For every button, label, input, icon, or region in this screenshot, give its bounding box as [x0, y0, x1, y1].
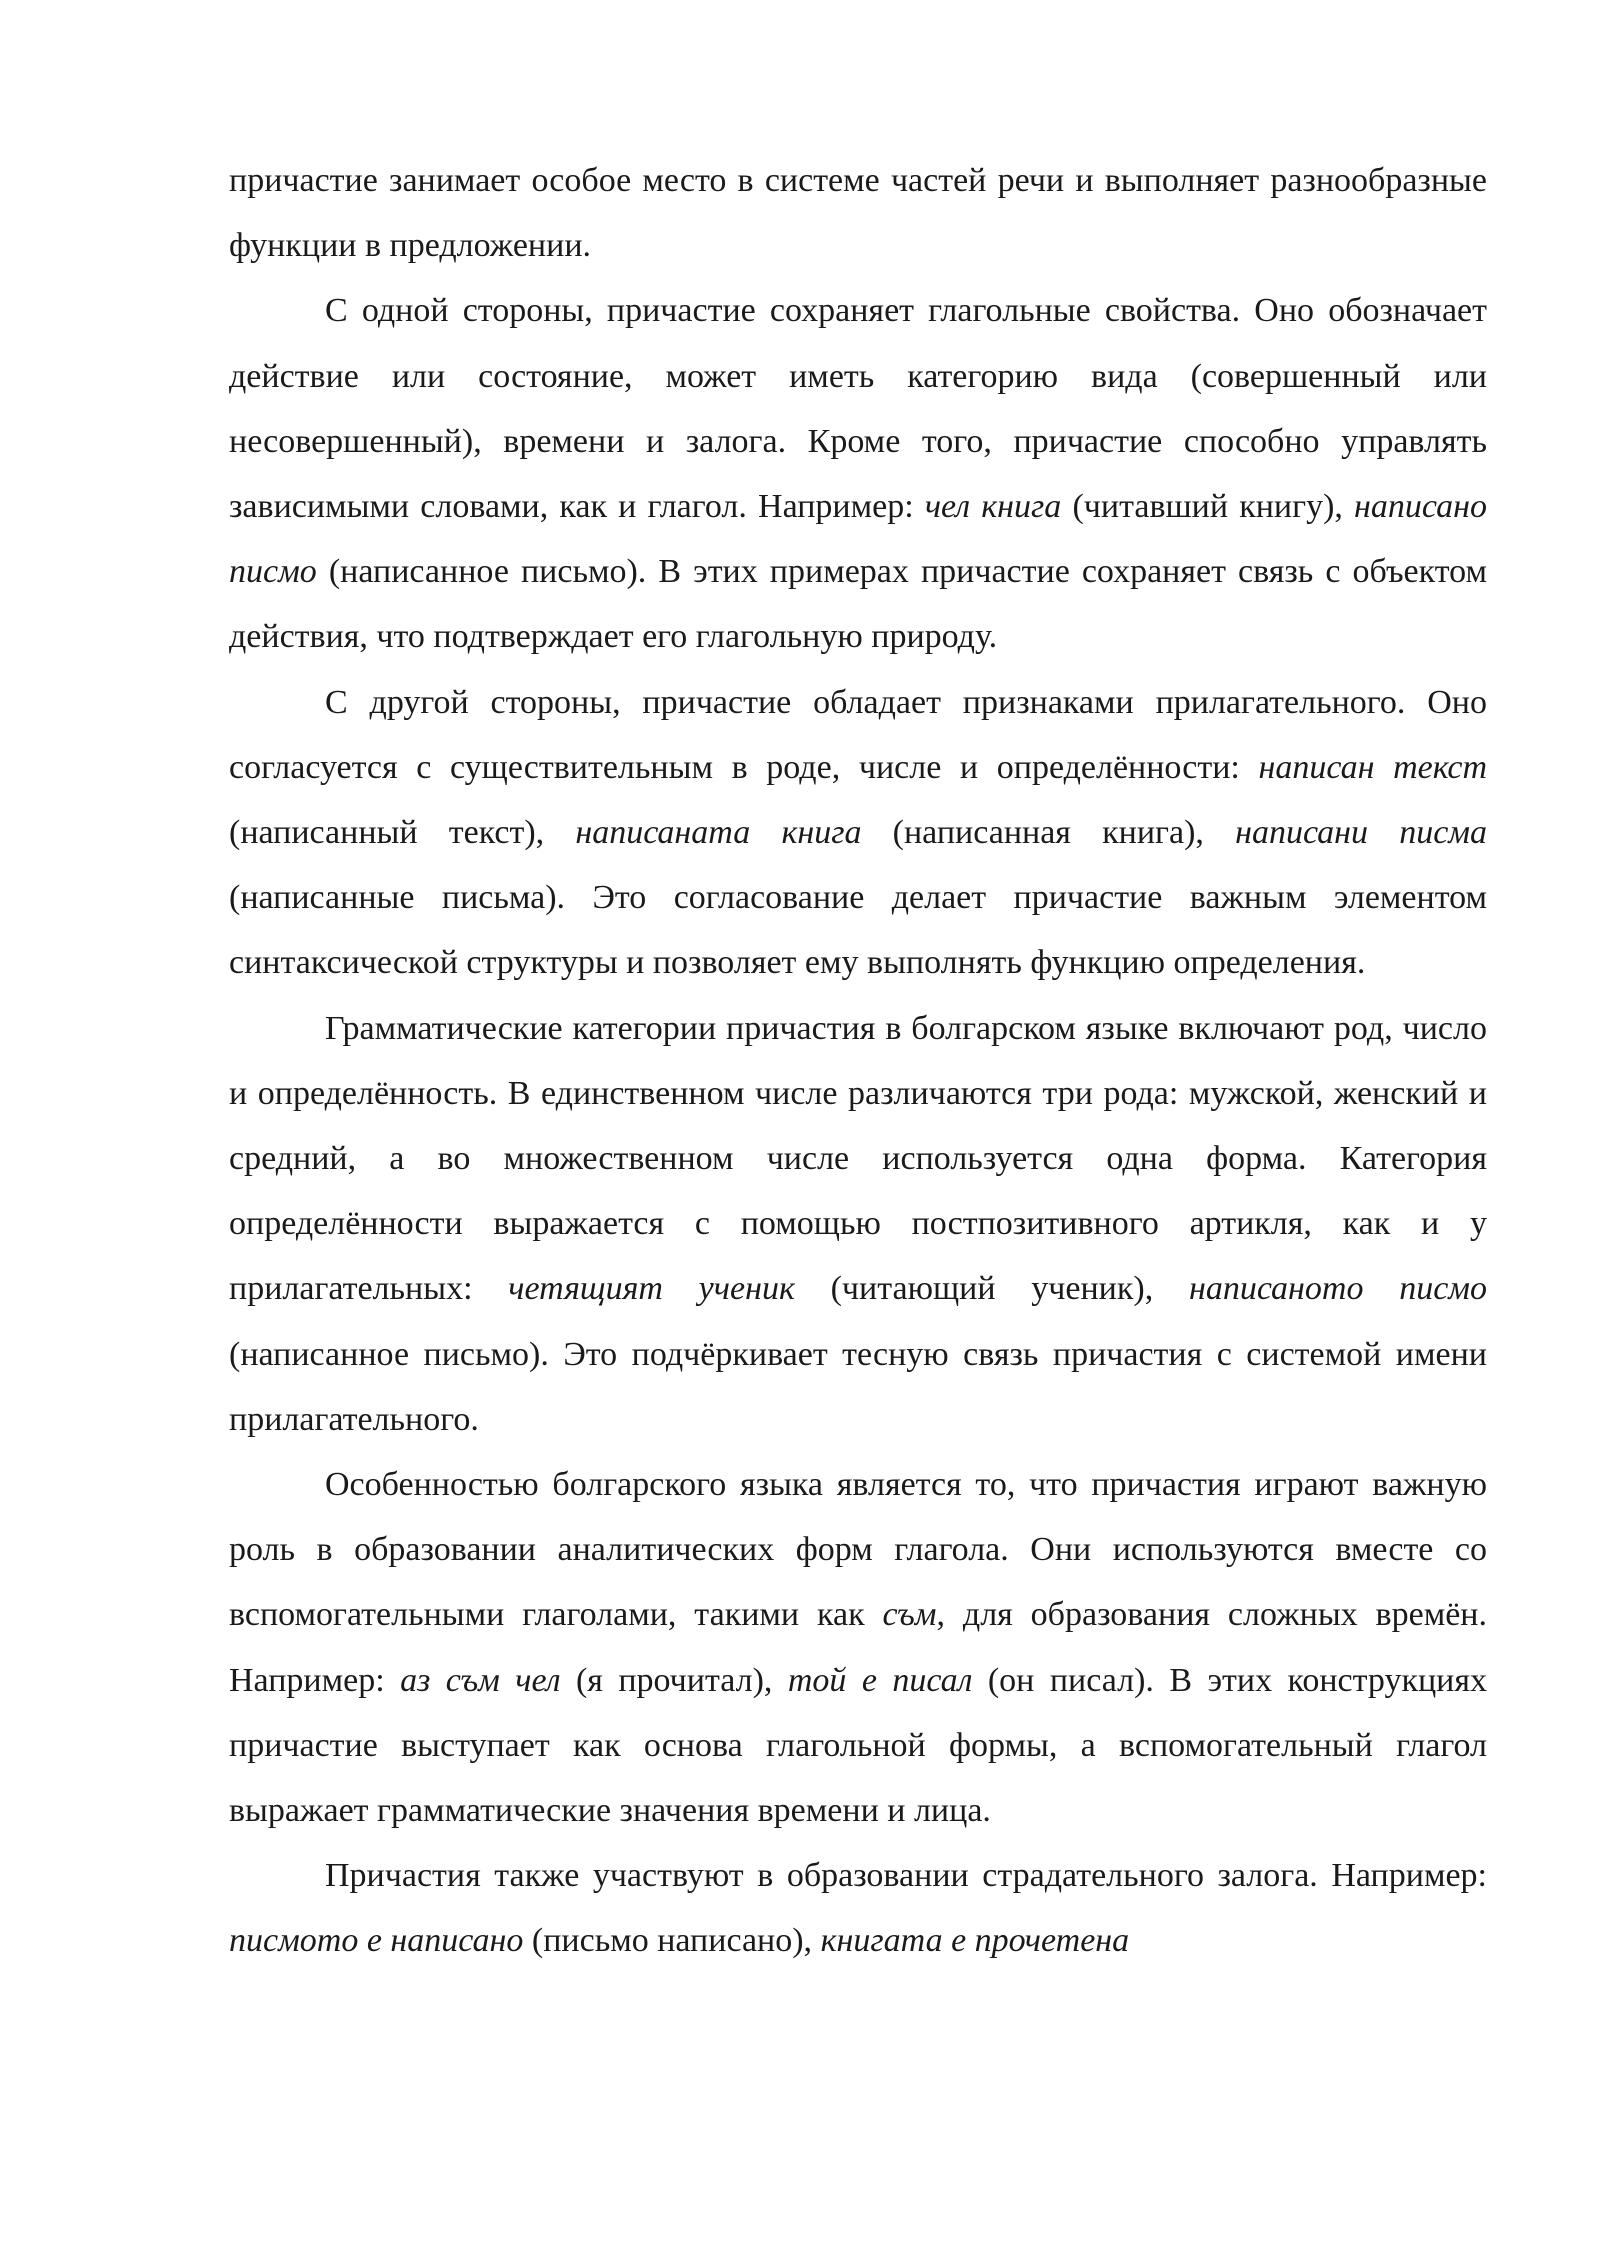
paragraph-text: (письмо написано), [523, 1922, 821, 1960]
paragraph [229, 148, 1487, 278]
paragraph-text: (написанный текст), [229, 814, 576, 852]
paragraph-text: (написанное письмо). В этих примерах причастие сохраняет связь с объектом действия, что подтверждает его глагольную природу. [229, 553, 1487, 656]
italic-example: съм [882, 1596, 937, 1634]
paragraph [229, 1843, 1487, 1973]
paragraph-text: (читавший книгу), [1061, 488, 1355, 526]
italic-example: написани писма [1235, 814, 1487, 852]
paragraph-text: (он писал). В этих конструкциях причастие выступает как основа глагольной формы, а вспомогательный глагол выражает грамматические значения времени и лица. [229, 1661, 1487, 1830]
paragraph-text: Особенностью болгарского языка является то, что причастия играют важную роль в образовании аналитических форм глагола. Они используются вместе со вспомогательными глаголами, такими как [229, 1466, 1487, 1634]
paragraph-text: , для образования сложных времён. Например: [229, 1596, 1487, 1699]
paragraph [229, 1452, 1487, 1843]
italic-example: написано писмо [229, 488, 1487, 591]
paragraph [229, 278, 1487, 669]
paragraph-text: Грамматические категории причастия в болгарском языке включают род, число и определённость. В единственном числе различаются три рода: мужской, женский и средний, а во множественном числе используется одна форма. Категория определённости выражается с помощью постпозитивного артикля, как и у прилагательных: [229, 1009, 1487, 1308]
italic-example: книгата е прочетена [820, 1922, 1130, 1960]
paragraph-text: (написанные письма). Это согласование делает причастие важным элементом синтаксической структуры и позволяет ему выполнять функцию определения. [229, 879, 1487, 982]
paragraph-text: С другой стороны, причастие обладает признаками прилагательного. Оно согласуется с существительным в роде, числе и определённости: [229, 683, 1487, 786]
paragraph-text: С одной стороны, причастие сохраняет глагольные свойства. Оно обозначает действие или состояние, может иметь категорию вида (совершенный или несовершенный), времени и залога. Кроме того, причастие способно управлять зависимыми словами, как и глагол. Например: [229, 292, 1487, 526]
italic-example: написаното писмо [1188, 1270, 1487, 1308]
paragraph-text: (написанное письмо). Это подчёркивает тесную связь причастия с системой имени прилагательного. [229, 1335, 1487, 1438]
paragraph [229, 670, 1487, 996]
document-body [229, 148, 1487, 1974]
paragraph [229, 996, 1487, 1452]
italic-example: аз съм чел [400, 1661, 561, 1699]
italic-example: писмото е написано [229, 1922, 524, 1960]
italic-example: написаната книга [575, 814, 862, 852]
paragraph-text: (я прочитал), [560, 1661, 788, 1699]
paragraph-text: (читающий ученик), [794, 1270, 1189, 1308]
italic-example: четящият ученик [508, 1270, 795, 1308]
italic-example: написан текст [1258, 748, 1487, 786]
paragraph-text: Причастия также участвуют в образовании страдательного залога. Например: [325, 1857, 1487, 1895]
italic-example: той е писал [787, 1661, 973, 1699]
paragraph-text: (написанная книга), [861, 814, 1236, 852]
italic-example: чел книга [924, 488, 1062, 526]
paragraph-text: причастие занимает особое место в системе частей речи и выполняет разнообразные функции в предложении. [229, 162, 1487, 265]
